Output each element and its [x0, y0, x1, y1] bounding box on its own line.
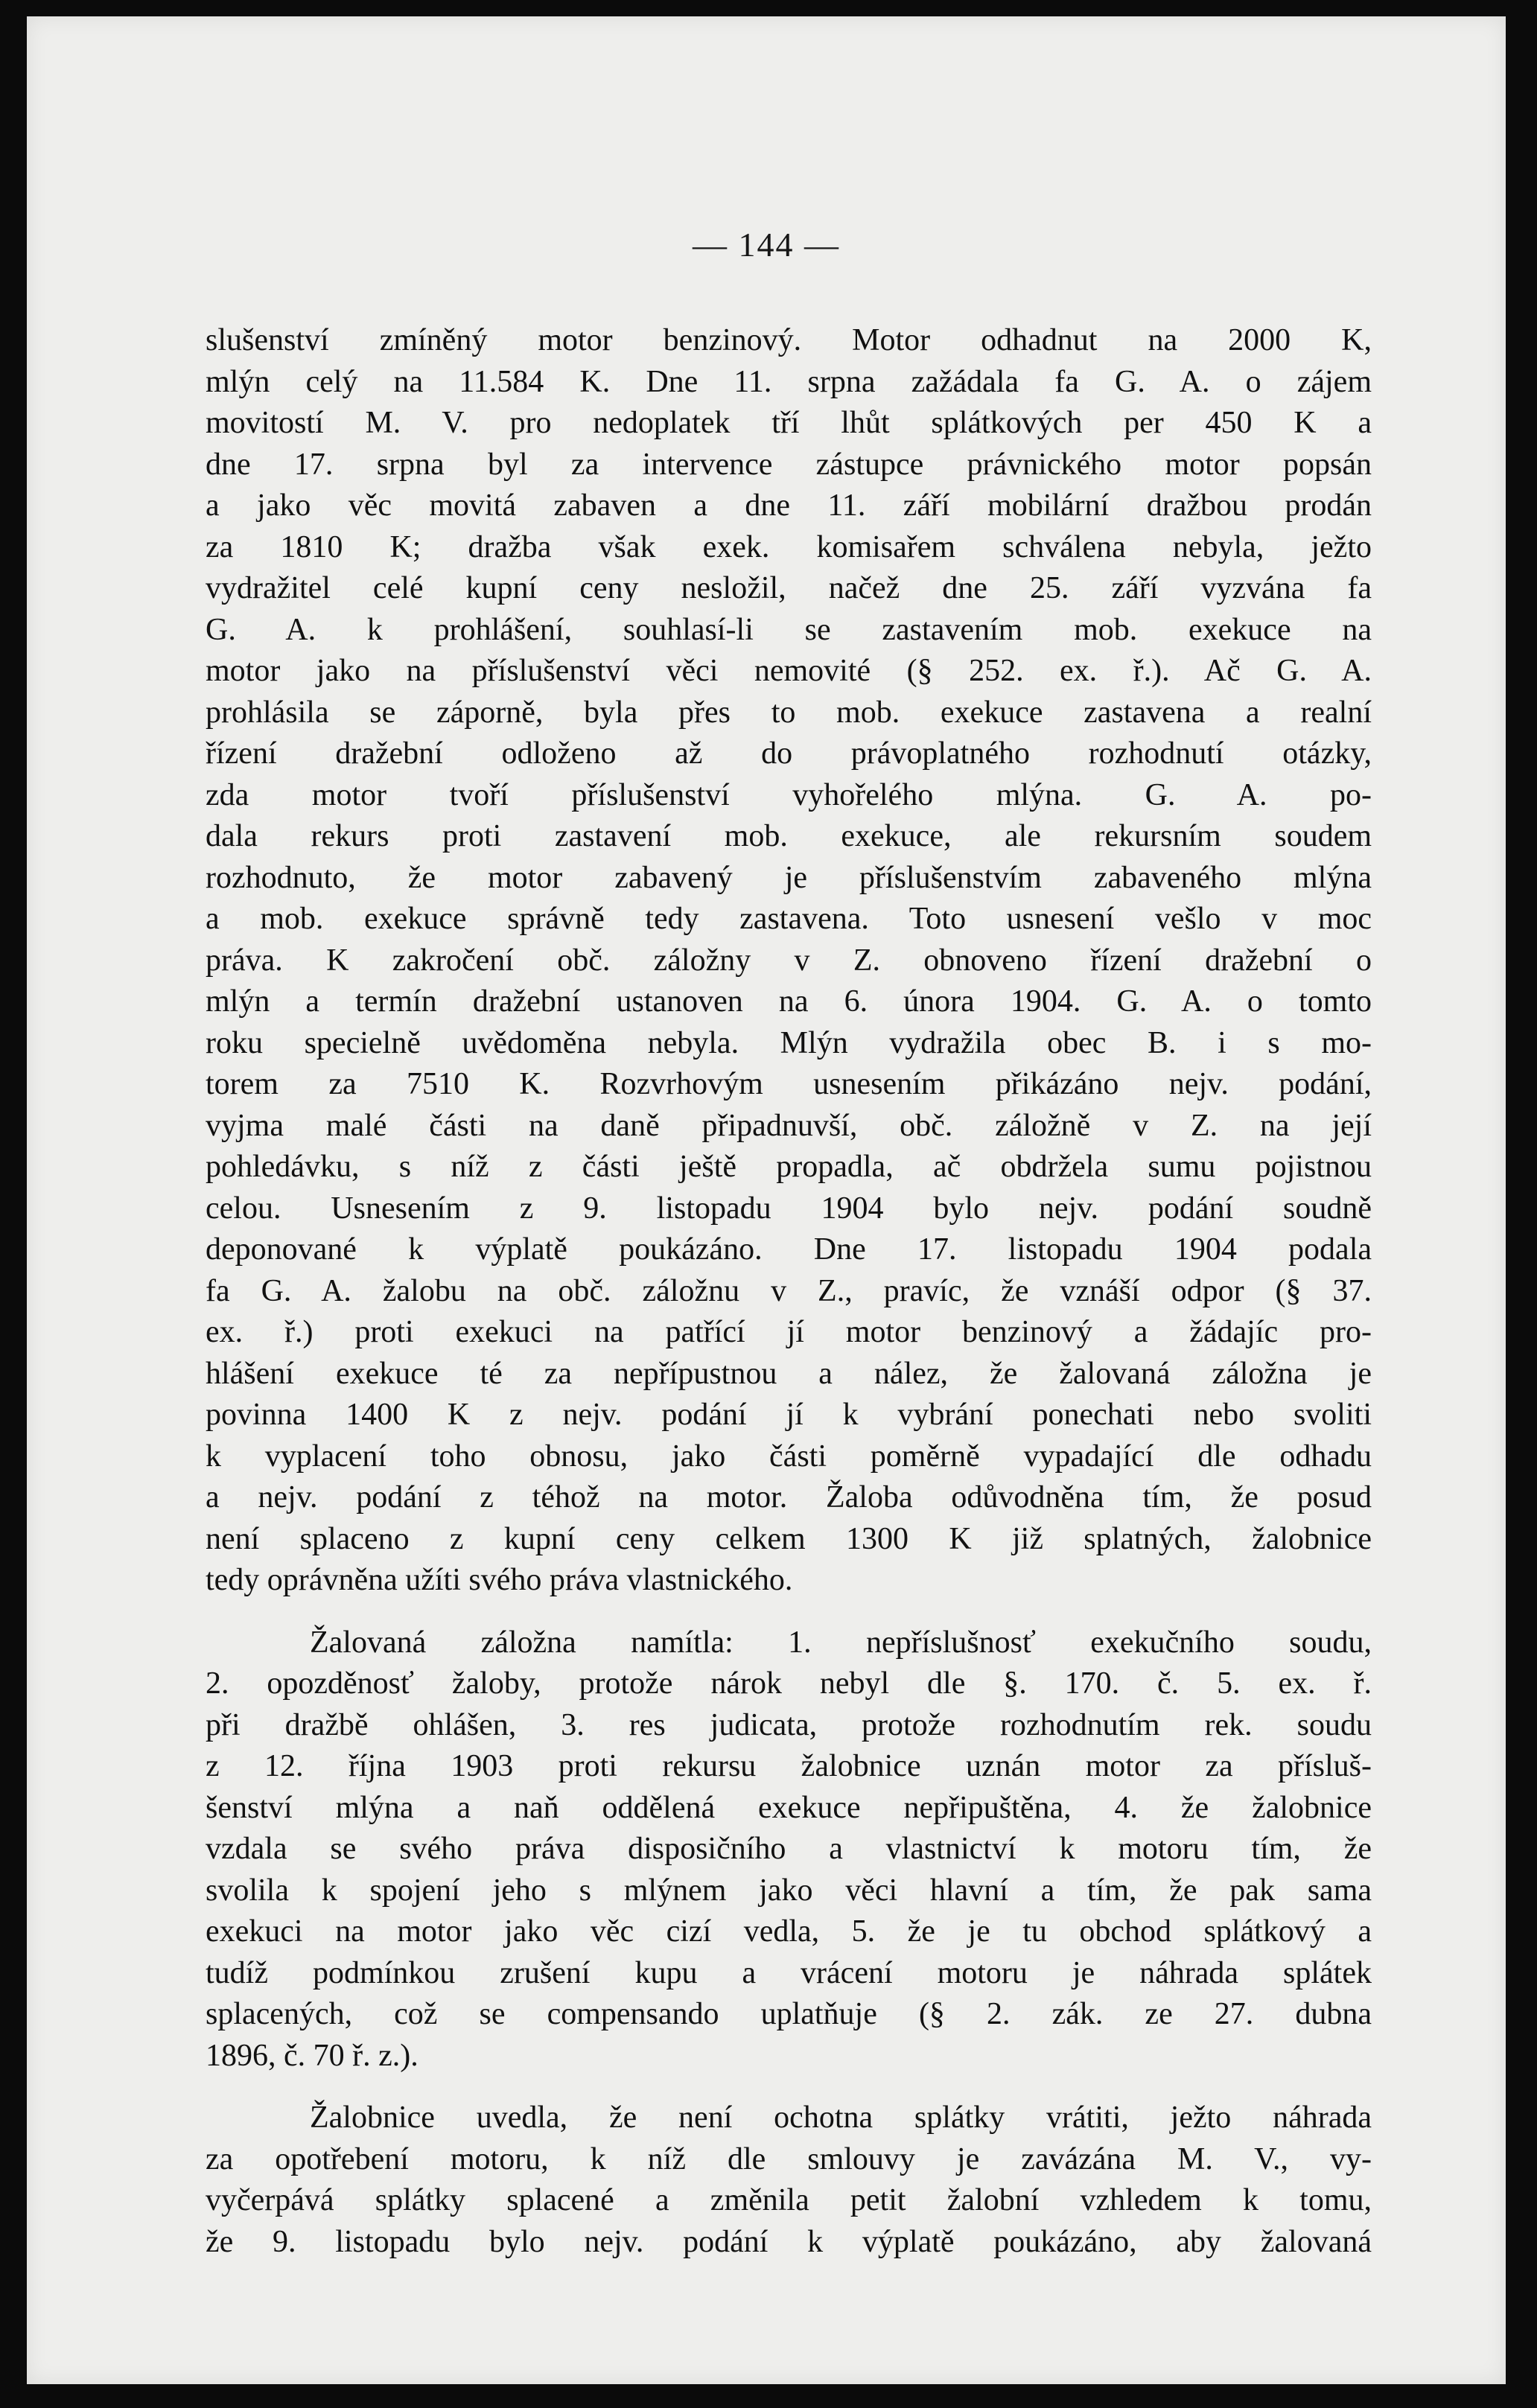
paragraph-gap	[206, 2077, 1372, 2098]
text-line: ex. ř.) proti exekuci na patřící jí motor benzinový a žádajíc pro-	[206, 1315, 1372, 1349]
paragraph-3	[206, 2098, 1372, 2263]
text-line: a jako věc movitá zabaven a dne 11. září mobilární dražbou prodán	[206, 488, 1372, 523]
text-line: 1896, č. 70 ř. z.).	[206, 2038, 419, 2073]
text-line: svolila k spojení jeho s mlýnem jako věci hlavní a tím, že pak sama	[206, 1873, 1372, 1908]
page-number: — 144 —	[693, 226, 840, 264]
paragraph-gap	[206, 1602, 1372, 1622]
text-line: splacených, což se compensando uplatňuje (§ 2. zák. ze 27. dubna	[206, 1997, 1372, 2031]
text-line: exekuci na motor jako věc cizí vedla, 5. že je tu obchod splátkový a	[206, 1914, 1372, 1949]
text-line: povinna 1400 K z nejv. podání jí k vybrání ponechati nebo svoliti	[206, 1398, 1372, 1432]
text-line: šenství mlýna a naň oddělená exekuce nepřipuštěna, 4. že žalobnice	[206, 1790, 1372, 1825]
text-line: Žalovaná záložna namítla: 1. nepříslušnosť exekučního soudu,	[310, 1625, 1372, 1660]
text-line: movitostí M. V. pro nedoplatek tří lhůt splátkových per 450 K a	[206, 406, 1372, 440]
text-line: torem za 7510 K. Rozvrhovým usnesením přikázáno nejv. podání,	[206, 1067, 1372, 1101]
text-line: a mob. exekuce správně tedy zastavena. Toto usnesení vešlo v moc	[206, 902, 1372, 936]
text-line: roku specielně uvědoměna nebyla. Mlýn vydražila obec B. i s mo-	[206, 1025, 1372, 1060]
text-line: k vyplacení toho obnosu, jako části poměrně vypadající dle odhadu	[206, 1439, 1372, 1474]
text-line: mlýn a termín dražební ustanoven na 6. února 1904. G. A. o tomto	[206, 984, 1372, 1019]
text-line: deponované k výplatě poukázáno. Dne 17. listopadu 1904 podala	[206, 1232, 1372, 1267]
text-line: zda motor tvoří příslušenství vyhořelého mlýna. G. A. po-	[206, 777, 1372, 812]
text-line: fa G. A. žalobu na obč. záložnu v Z., pravíc, že vznáší odpor (§ 37.	[206, 1273, 1372, 1308]
text-line: rozhodnuto, že motor zabavený je příslušenstvím zabaveného mlýna	[206, 860, 1372, 895]
text-line: dne 17. srpna byl za intervence zástupce právnického motor popsán	[206, 447, 1372, 482]
paragraph-2	[206, 1622, 1372, 2077]
text-line: hlášení exekuce té za nepřípustnou a nález, že žalovaná záložna je	[206, 1356, 1372, 1391]
text-line: motor jako na příslušenství věci nemovité (§ 252. ex. ř.). Ač G. A.	[206, 654, 1372, 688]
text-line: vyčerpává splátky splacené a změnila petit žalobní vzhledem k tomu,	[206, 2183, 1372, 2217]
text-line: 2. opozděnosť žaloby, protože nárok nebyl dle §. 170. č. 5. ex. ř.	[206, 1666, 1372, 1701]
text-line: dala rekurs proti zastavení mob. exekuce, ale rekursním soudem	[206, 819, 1372, 853]
body-text	[206, 320, 1372, 2263]
text-line: při dražbě ohlášen, 3. res judicata, protože rozhodnutím rek. soudu	[206, 1707, 1372, 1742]
text-line: práva. K zakročení obč. záložny v Z. obnoveno řízení dražební o	[206, 943, 1372, 978]
text-line: vzdala se svého práva disposičního a vlastnictví k motoru tím, že	[206, 1832, 1372, 1866]
paragraph-1	[206, 320, 1372, 1602]
text-line: celou. Usnesením z 9. listopadu 1904 bylo nejv. podání soudně	[206, 1191, 1372, 1226]
text-line: vydražitel celé kupní ceny nesložil, načež dne 25. září vyzvána fa	[206, 571, 1372, 605]
text-line: řízení dražební odloženo až do právoplatného rozhodnutí otázky,	[206, 736, 1372, 771]
text-line: mlýn celý na 11.584 K. Dne 11. srpna zažádala fa G. A. o zájem	[206, 364, 1372, 399]
text-line: tedy oprávněna užíti svého práva vlastnického.	[206, 1563, 793, 1597]
text-line: Žalobnice uvedla, že není ochotna splátky vrátiti, ježto náhrada	[310, 2100, 1372, 2135]
text-line: slušenství zmíněný motor benzinový. Motor odhadnut na 2000 K,	[206, 323, 1372, 357]
text-line: vyjma malé části na daně připadnuvší, obč. záložně v Z. na její	[206, 1108, 1372, 1143]
text-line: z 12. října 1903 proti rekursu žalobnice uznán motor za přísluš-	[206, 1749, 1372, 1783]
text-line: pohledávku, s níž z části ještě propadla, ač obdržela sumu pojistnou	[206, 1150, 1372, 1184]
text-line: G. A. k prohlášení, souhlasí-li se zastavením mob. exekuce na	[206, 612, 1372, 647]
text-line: není splaceno z kupní ceny celkem 1300 K již splatných, žalobnice	[206, 1521, 1372, 1556]
book-page	[27, 16, 1506, 2384]
text-line: že 9. listopadu bylo nejv. podání k výplatě poukázáno, aby žalovaná	[206, 2224, 1372, 2259]
text-line: prohlásila se záporně, byla přes to mob. exekuce zastavena a realní	[206, 695, 1372, 730]
text-line: za opotřebení motoru, k níž dle smlouvy je zavázána M. V., vy-	[206, 2141, 1372, 2176]
text-line: za 1810 K; dražba však exek. komisařem schválena nebyla, ježto	[206, 529, 1372, 564]
text-line: tudíž podmínkou zrušení kupu a vrácení motoru je náhrada splátek	[206, 1955, 1372, 1990]
text-line: a nejv. podání z téhož na motor. Žaloba odůvodněna tím, že posud	[206, 1480, 1372, 1514]
